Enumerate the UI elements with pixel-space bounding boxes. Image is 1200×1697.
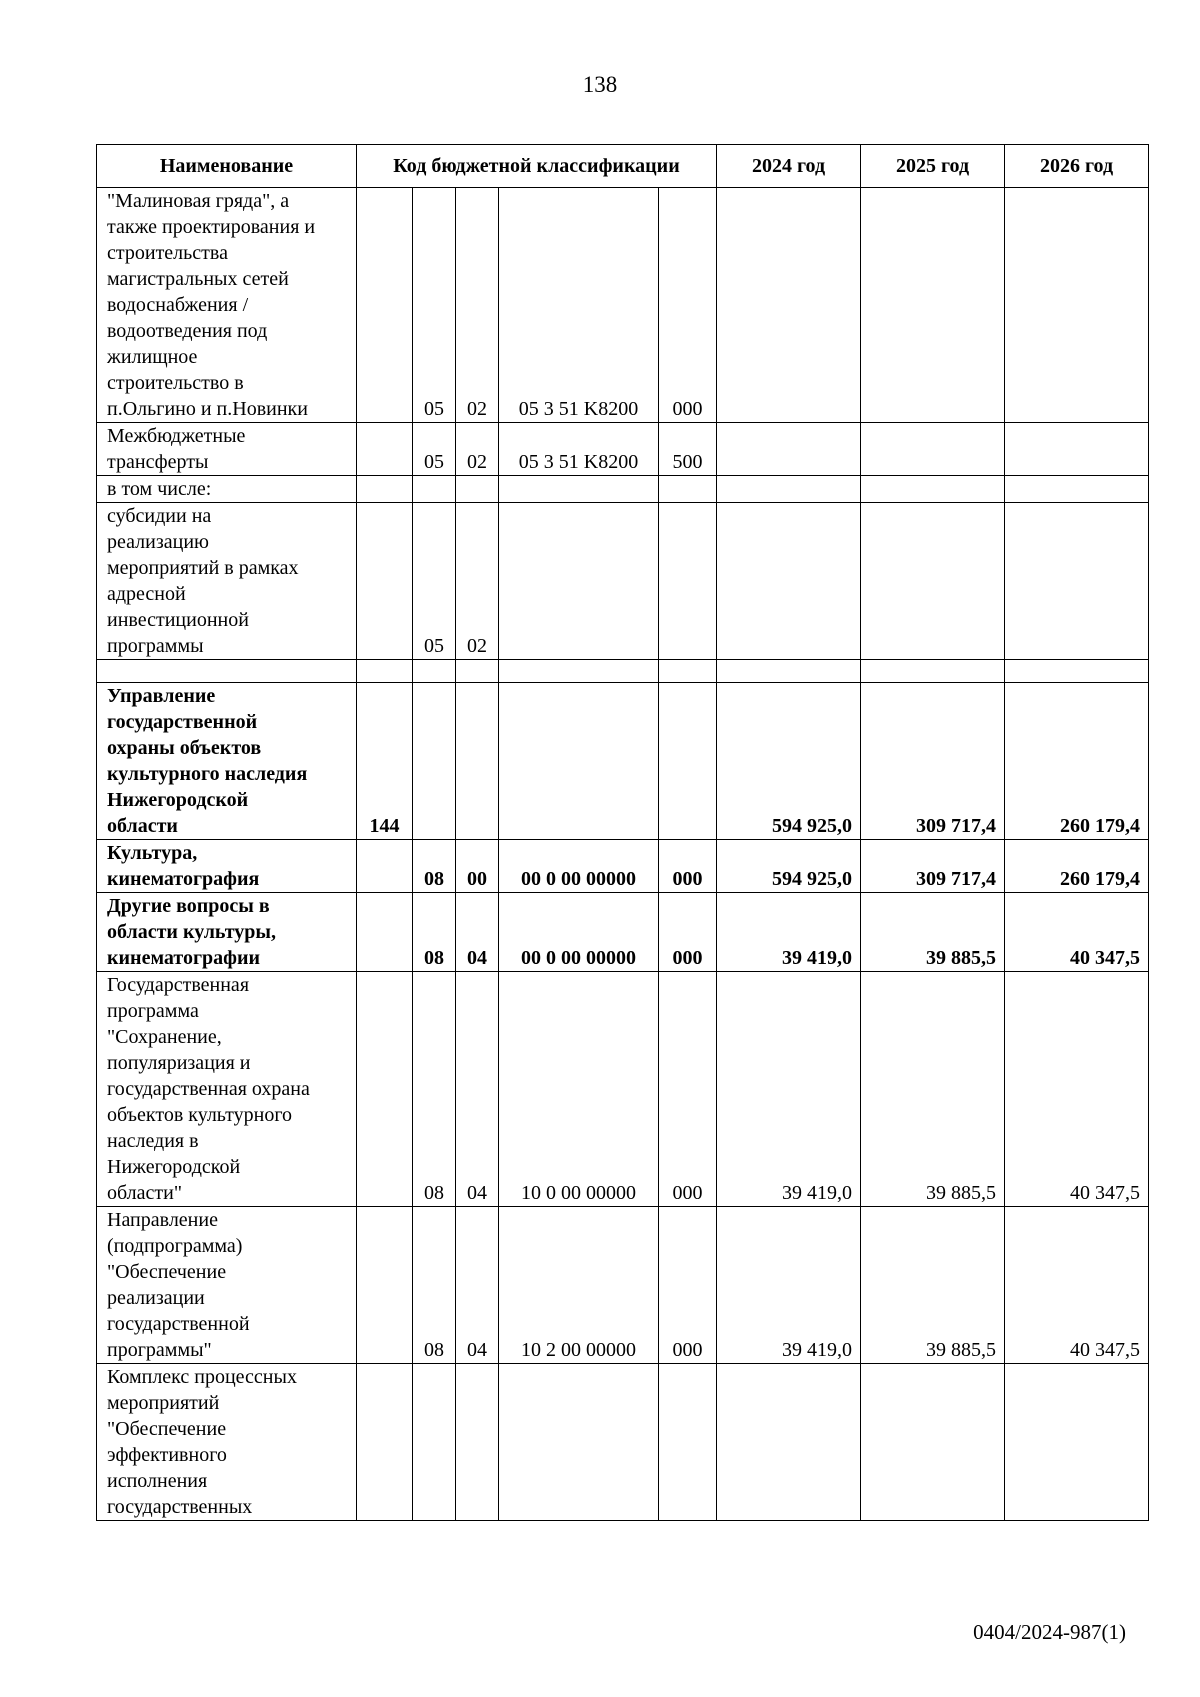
cell-2024: [717, 1364, 861, 1521]
cell-section: [413, 660, 456, 683]
cell-name: в том числе:: [97, 476, 357, 503]
cell-subsection: [456, 1364, 499, 1521]
cell-subsection: [456, 660, 499, 683]
cell-2024: [717, 660, 861, 683]
cell-name: Комплекс процессных мероприятий "Обеспечение эффективного исполнения государственных: [97, 1364, 357, 1521]
cell-expense-type: [659, 1364, 717, 1521]
cell-2026: [1005, 423, 1149, 476]
cell-expense-type: 000: [659, 188, 717, 423]
cell-expense-type: 000: [659, 972, 717, 1207]
cell-2024: 39 419,0: [717, 1207, 861, 1364]
cell-expense-type: [659, 660, 717, 683]
cell-grbs: [357, 660, 413, 683]
cell-2026: 40 347,5: [1005, 893, 1149, 972]
cell-subsection: 02: [456, 503, 499, 660]
cell-subsection: 02: [456, 423, 499, 476]
page-number: 138: [582, 72, 618, 97]
cell-2024: 594 925,0: [717, 683, 861, 840]
cell-grbs: [357, 840, 413, 893]
cell-2025: [861, 188, 1005, 423]
header-budget-code: Код бюджетной классификации: [357, 145, 717, 188]
cell-expense-type: [659, 503, 717, 660]
cell-subsection: 04: [456, 972, 499, 1207]
cell-name: Управление государственной охраны объектов культурного наследия Нижегородской области: [97, 683, 357, 840]
cell-subsection: [456, 683, 499, 840]
table-row: [97, 1364, 1149, 1521]
cell-2024: 39 419,0: [717, 972, 861, 1207]
cell-grbs: [357, 972, 413, 1207]
cell-2026: 260 179,4: [1005, 840, 1149, 893]
cell-section: 08: [413, 840, 456, 893]
table-row: [97, 683, 1149, 840]
cell-target-article: [499, 503, 659, 660]
header-year-2025: 2025 год: [861, 145, 1005, 188]
cell-section: [413, 476, 456, 503]
cell-target-article: 00 0 00 00000: [499, 893, 659, 972]
cell-2025: [861, 503, 1005, 660]
cell-expense-type: [659, 476, 717, 503]
cell-2025: [861, 476, 1005, 503]
cell-target-article: 10 0 00 00000: [499, 972, 659, 1207]
cell-2026: 40 347,5: [1005, 972, 1149, 1207]
cell-2026: [1005, 503, 1149, 660]
cell-subsection: 04: [456, 1207, 499, 1364]
cell-section: [413, 1364, 456, 1521]
header-year-2024: 2024 год: [717, 145, 861, 188]
table-row: [97, 972, 1149, 1207]
cell-section: 08: [413, 1207, 456, 1364]
cell-expense-type: 000: [659, 893, 717, 972]
cell-subsection: 02: [456, 188, 499, 423]
cell-2025: 39 885,5: [861, 1207, 1005, 1364]
table-row: [97, 1207, 1149, 1364]
cell-target-article: [499, 683, 659, 840]
cell-2025: 39 885,5: [861, 893, 1005, 972]
cell-name: Межбюджетные трансферты: [97, 423, 357, 476]
cell-name: "Малиновая гряда", а также проектирования и строительства магистральных сетей водоснабжения / водоотведения под жилищное строительство в п.Ольгино и п.Новинки: [97, 188, 357, 423]
cell-2024: [717, 423, 861, 476]
cell-2025: 309 717,4: [861, 683, 1005, 840]
cell-subsection: 04: [456, 893, 499, 972]
cell-name: [97, 660, 357, 683]
cell-target-article: [499, 1364, 659, 1521]
cell-expense-type: 000: [659, 1207, 717, 1364]
cell-2026: 40 347,5: [1005, 1207, 1149, 1364]
cell-subsection: 00: [456, 840, 499, 893]
cell-target-article: 05 3 51 K8200: [499, 188, 659, 423]
cell-name: Культура, кинематография: [97, 840, 357, 893]
cell-target-article: 10 2 00 00000: [499, 1207, 659, 1364]
cell-expense-type: 500: [659, 423, 717, 476]
cell-2025: 309 717,4: [861, 840, 1005, 893]
cell-2026: [1005, 188, 1149, 423]
cell-grbs: [357, 1207, 413, 1364]
cell-grbs: 144: [357, 683, 413, 840]
cell-2024: [717, 476, 861, 503]
cell-name: Государственная программа "Сохранение, популяризация и государственная охрана объектов культурного наследия в Нижегородской области": [97, 972, 357, 1207]
table-row: [97, 423, 1149, 476]
table-row: [97, 476, 1149, 503]
cell-expense-type: 000: [659, 840, 717, 893]
cell-2024: [717, 188, 861, 423]
cell-2025: [861, 423, 1005, 476]
cell-2025: [861, 660, 1005, 683]
cell-grbs: [357, 503, 413, 660]
cell-grbs: [357, 1364, 413, 1521]
cell-target-article: 00 0 00 00000: [499, 840, 659, 893]
table-row: [97, 840, 1149, 893]
document-code: 0404/2024-987(1): [973, 1620, 1126, 1644]
cell-section: 08: [413, 972, 456, 1207]
cell-2026: [1005, 476, 1149, 503]
table-row: [97, 660, 1149, 683]
cell-grbs: [357, 893, 413, 972]
table-row: [97, 893, 1149, 972]
cell-section: [413, 683, 456, 840]
cell-2024: 594 925,0: [717, 840, 861, 893]
cell-grbs: [357, 188, 413, 423]
cell-grbs: [357, 476, 413, 503]
cell-section: 05: [413, 503, 456, 660]
cell-name: субсидии на реализацию мероприятий в рамках адресной инвестиционной программы: [97, 503, 357, 660]
cell-section: 05: [413, 188, 456, 423]
budget-table: [96, 144, 1149, 1521]
cell-name: Другие вопросы в области культуры, кинематографии: [97, 893, 357, 972]
header-year-2026: 2026 год: [1005, 145, 1149, 188]
cell-grbs: [357, 423, 413, 476]
cell-target-article: 05 3 51 K8200: [499, 423, 659, 476]
cell-section: 05: [413, 423, 456, 476]
cell-target-article: [499, 476, 659, 503]
table-row: [97, 503, 1149, 660]
cell-section: 08: [413, 893, 456, 972]
cell-name: Направление (подпрограмма) "Обеспечение реализации государственной программы": [97, 1207, 357, 1364]
header-name: Наименование: [97, 145, 357, 188]
cell-target-article: [499, 660, 659, 683]
cell-2026: 260 179,4: [1005, 683, 1149, 840]
cell-subsection: [456, 476, 499, 503]
cell-2025: 39 885,5: [861, 972, 1005, 1207]
table-header-row: [97, 145, 1149, 188]
cell-2024: 39 419,0: [717, 893, 861, 972]
table-row: [97, 188, 1149, 423]
cell-expense-type: [659, 683, 717, 840]
cell-2026: [1005, 660, 1149, 683]
cell-2026: [1005, 1364, 1149, 1521]
cell-2025: [861, 1364, 1005, 1521]
cell-2024: [717, 503, 861, 660]
